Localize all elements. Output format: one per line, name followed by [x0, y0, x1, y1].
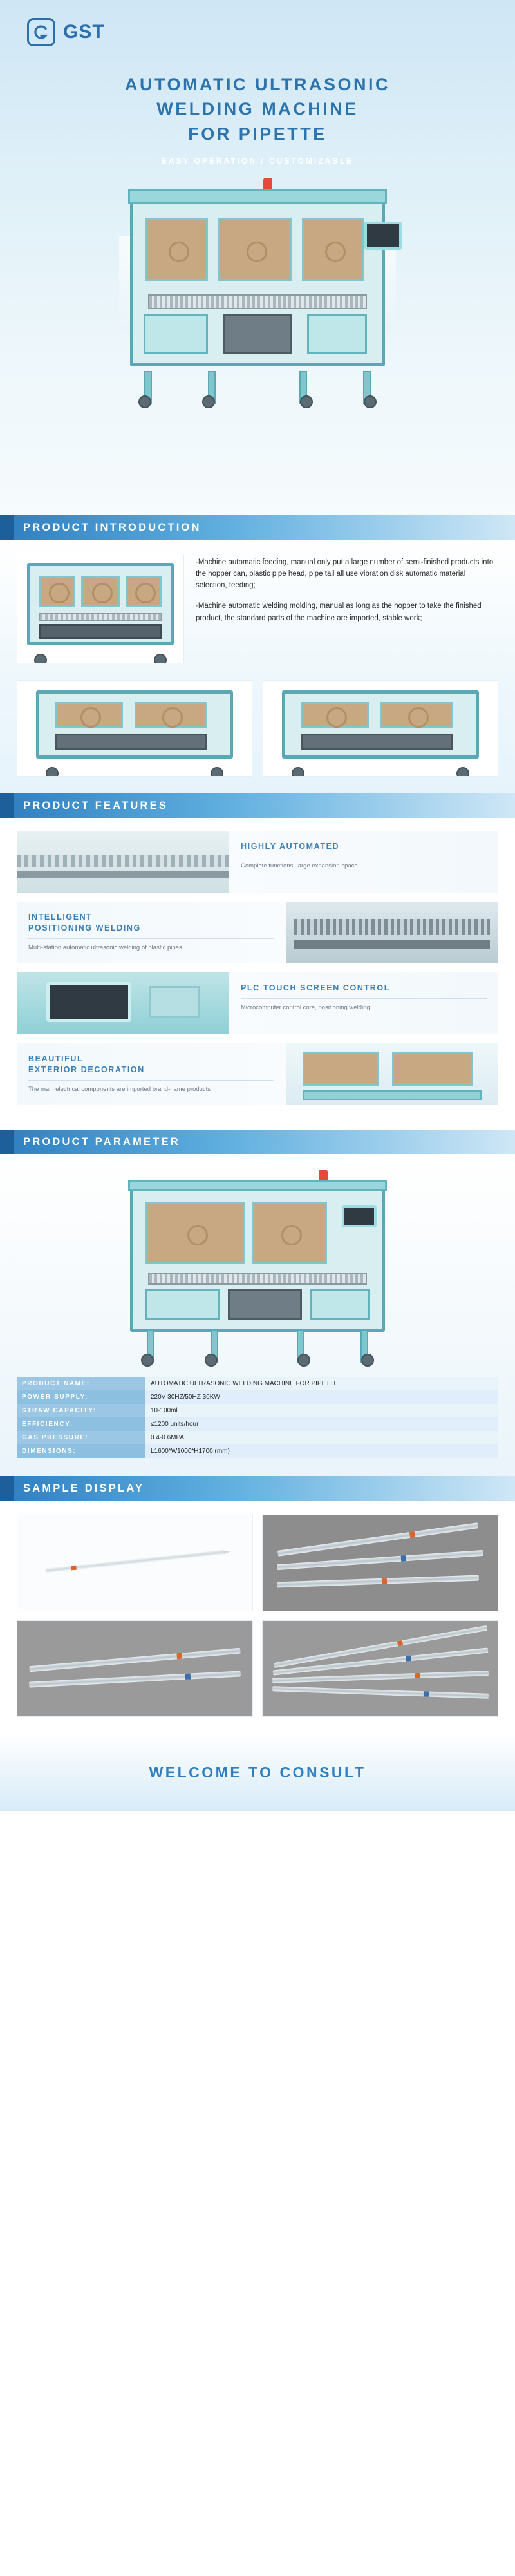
pipette-band-orange [415, 1673, 420, 1678]
machine-hood [128, 189, 386, 204]
lower-cabinet-right [307, 314, 367, 354]
pipette-group-item-1 [277, 1522, 478, 1557]
table-row [17, 1377, 498, 1390]
parameter-section [0, 1154, 515, 1476]
section-tick-icon [0, 793, 14, 818]
hero-title-line-2: WELDING MACHINE [156, 99, 359, 119]
thumb1-wheel-1 [46, 767, 59, 777]
introduction-paragraph-1: ·Machine automatic feeding, manual only put a large number of semi-finished products into the hopper can, plastic pipe head, pipe tail all use vibration disk automatic material selection, feeding; [196, 558, 494, 590]
param-wheel-2 [205, 1354, 218, 1367]
param-key-gas-pressure: GAS PRESSURE: [17, 1431, 145, 1444]
feature-image-3 [17, 972, 229, 1034]
photo-door-left [39, 576, 75, 607]
hero-title-line-1: AUTOMATIC ULTRASONIC [125, 75, 390, 94]
param-core [228, 1289, 303, 1320]
param-key-dimensions: DIMENSIONS: [17, 1444, 145, 1458]
table-row [17, 1417, 498, 1431]
machine-door-right[interactable] [302, 218, 364, 281]
machine-wheel-3 [300, 395, 313, 408]
param-key-power-supply: POWER SUPPLY: [17, 1390, 145, 1404]
feature-divider [241, 998, 487, 999]
pipette-band-orange [382, 1578, 387, 1584]
pipette-pair-item-2 [29, 1671, 241, 1687]
machine-photo-angle-2 [263, 680, 498, 777]
table-row [17, 1431, 498, 1444]
hero-subtitle: EASY OPERATION / CUSTOMIZABLE [161, 156, 354, 166]
param-door-left [145, 1202, 245, 1264]
introduction-main-image [17, 554, 184, 663]
param-value-efficiency: ≤1200 units/hour [145, 1417, 498, 1431]
feature-title-4 [28, 1054, 274, 1075]
param-touch-screen [342, 1205, 377, 1227]
sample-image-4 [262, 1620, 498, 1717]
parameter-machine-image [119, 1170, 396, 1363]
introduction-thumbnail-row [0, 680, 515, 793]
param-cabinet-left [145, 1289, 220, 1320]
hero-machine-image [119, 182, 396, 404]
brand-logo [0, 18, 515, 46]
feature-title-1: HIGHLY AUTOMATED [241, 842, 340, 851]
param-value-dimensions: L1600*W1000*H1700 (mm) [145, 1444, 498, 1458]
page-title [0, 72, 515, 146]
pipette-band-orange [71, 1566, 77, 1571]
lower-cabinet-left [144, 314, 208, 354]
cta-text: WELCOME TO CONSULT [149, 1763, 366, 1781]
section-title-features: PRODUCT FEATURES [23, 799, 169, 811]
feature-image-1 [17, 831, 229, 893]
introduction-text [196, 554, 498, 663]
thumb2-door-left [301, 702, 369, 728]
feature-text-1 [229, 831, 498, 893]
param-belt [148, 1273, 366, 1285]
table-row [17, 1390, 498, 1404]
machine-frame [130, 196, 385, 367]
pipette-band-orange [397, 1640, 402, 1646]
pipette-group-item-3 [277, 1575, 479, 1587]
photo-door-center [81, 576, 120, 607]
param-key-straw-capacity: STRAW CAPACITY: [17, 1404, 145, 1417]
param-wheel-3 [297, 1354, 310, 1367]
pipette-tip-icon [223, 1549, 230, 1554]
param-wheel-1 [141, 1354, 154, 1367]
sample-image-3 [17, 1620, 253, 1717]
feature-desc-2: Multi-station automatic ultrasonic welding of plastic pipes [28, 943, 182, 951]
feature-desc-3: Microcomputer control core, positioning welding [241, 1003, 370, 1011]
feature-row-3 [17, 972, 498, 1034]
param-door-right [252, 1202, 327, 1264]
feature-title-2-line1: INTELLIGENT [28, 913, 93, 922]
feature-row-2 [17, 902, 498, 963]
section-tick-icon [0, 515, 14, 540]
machine-photo-main [17, 554, 184, 663]
pipette-band-blue [185, 1673, 191, 1679]
param-hood [128, 1180, 386, 1191]
thumb2-base [301, 734, 453, 750]
introduction-paragraph-2: ·Machine automatic welding molding, manual as long as the hopper to take the finished product, the standard parts of the machine are imported, stable work; [196, 602, 482, 622]
pipette-single [46, 1550, 224, 1573]
pipette-band-orange [177, 1653, 183, 1660]
table-row [17, 1404, 498, 1417]
thumb1-door-left [55, 702, 123, 728]
param-wheel-4 [361, 1354, 374, 1367]
param-cabinet-right [310, 1289, 370, 1320]
thumb1-door-right [135, 702, 207, 728]
pipette-band-blue [400, 1555, 406, 1562]
machine-illustration [119, 182, 396, 404]
feature-divider [28, 938, 274, 939]
pipette-group-item-2 [277, 1550, 483, 1570]
hero-title-line-3: FOR PIPETTE [188, 124, 327, 144]
section-header-features [0, 793, 515, 818]
pipette-band-orange [409, 1531, 415, 1537]
param-key-product-name: PRODUCT NAME: [17, 1377, 145, 1390]
param-value-gas-pressure: 0.4-0.6MPA [145, 1431, 498, 1444]
sample-image-1 [17, 1515, 253, 1611]
section-header-samples [0, 1476, 515, 1501]
machine-door-center[interactable] [218, 218, 292, 281]
pipette-fan-item-4 [272, 1686, 489, 1699]
section-title-introduction: PRODUCT INTRODUCTION [23, 521, 201, 533]
footer-cta [0, 1734, 515, 1811]
thumb2-wheel-2 [456, 767, 469, 777]
feature-title-2-line2: POSITIONING WELDING [28, 923, 141, 933]
photo-wheel-1 [34, 654, 47, 663]
section-header-introduction [0, 515, 515, 540]
brand-name: GST [63, 21, 105, 43]
thumb2-wheel-1 [292, 767, 304, 777]
section-tick-icon [0, 1476, 14, 1501]
feature-image-2 [286, 902, 498, 963]
introduction-section [0, 540, 515, 680]
param-value-product-name: AUTOMATIC ULTRASONIC WELDING MACHINE FOR PIPETTE [145, 1377, 498, 1390]
machine-wheel-1 [138, 395, 151, 408]
photo-wheel-2 [154, 654, 167, 663]
thumb1-base [55, 734, 207, 750]
pipette-band-blue [406, 1656, 411, 1662]
section-header-parameter [0, 1130, 515, 1154]
hero-section [0, 0, 515, 515]
parameter-table [17, 1377, 498, 1458]
section-title-parameter: PRODUCT PARAMETER [23, 1135, 180, 1148]
photo-base [39, 624, 162, 639]
pipette-fan-item-3 [272, 1671, 489, 1683]
machine-photo-angle-1 [17, 680, 252, 777]
feature-row-1 [17, 831, 498, 893]
g-monogram-icon [27, 18, 55, 46]
feature-image-4 [286, 1043, 498, 1105]
photo-belt [39, 613, 162, 621]
samples-section [0, 1501, 515, 1734]
feature-title-4-line1: BEAUTIFUL [28, 1054, 84, 1063]
table-row [17, 1444, 498, 1458]
feature-desc-1: Complete functions, large expansion space [241, 862, 358, 869]
lower-machine-core [223, 314, 292, 354]
machine-door-left[interactable] [145, 218, 207, 281]
feature-title-2 [28, 912, 274, 934]
thumb1-wheel-2 [211, 767, 223, 777]
pipette-band-blue [423, 1691, 428, 1696]
feature-text-4 [17, 1043, 286, 1105]
photo-door-right [126, 576, 162, 607]
touch-screen-panel[interactable] [364, 222, 402, 249]
feature-row-4 [17, 1043, 498, 1105]
features-section [0, 818, 515, 1130]
feature-desc-4: The main electrical components are imported brand-name products [28, 1085, 211, 1093]
param-value-straw-capacity: 10-100ml [145, 1404, 498, 1417]
feature-title-4-line2: EXTERIOR DECORATION [28, 1065, 145, 1074]
param-key-efficiency: EFFICIENCY: [17, 1417, 145, 1431]
feature-title-3: PLC TOUCH SCREEN CONTROL [241, 983, 390, 992]
machine-wheel-2 [202, 395, 215, 408]
pipette-pair-item-1 [29, 1648, 240, 1672]
feature-divider [28, 1080, 274, 1081]
feature-text-2 [17, 902, 286, 963]
sample-grid [17, 1515, 498, 1717]
section-tick-icon [0, 1130, 14, 1154]
thumb2-door-right [380, 702, 453, 728]
sample-image-2 [262, 1515, 498, 1611]
feature-text-3 [229, 972, 498, 1034]
param-value-power-supply: 220V 30HZ/50HZ 30KW [145, 1390, 498, 1404]
machine-wheel-4 [364, 395, 377, 408]
section-title-samples: SAMPLE DISPLAY [23, 1482, 145, 1494]
conveyor-belt [148, 294, 366, 309]
